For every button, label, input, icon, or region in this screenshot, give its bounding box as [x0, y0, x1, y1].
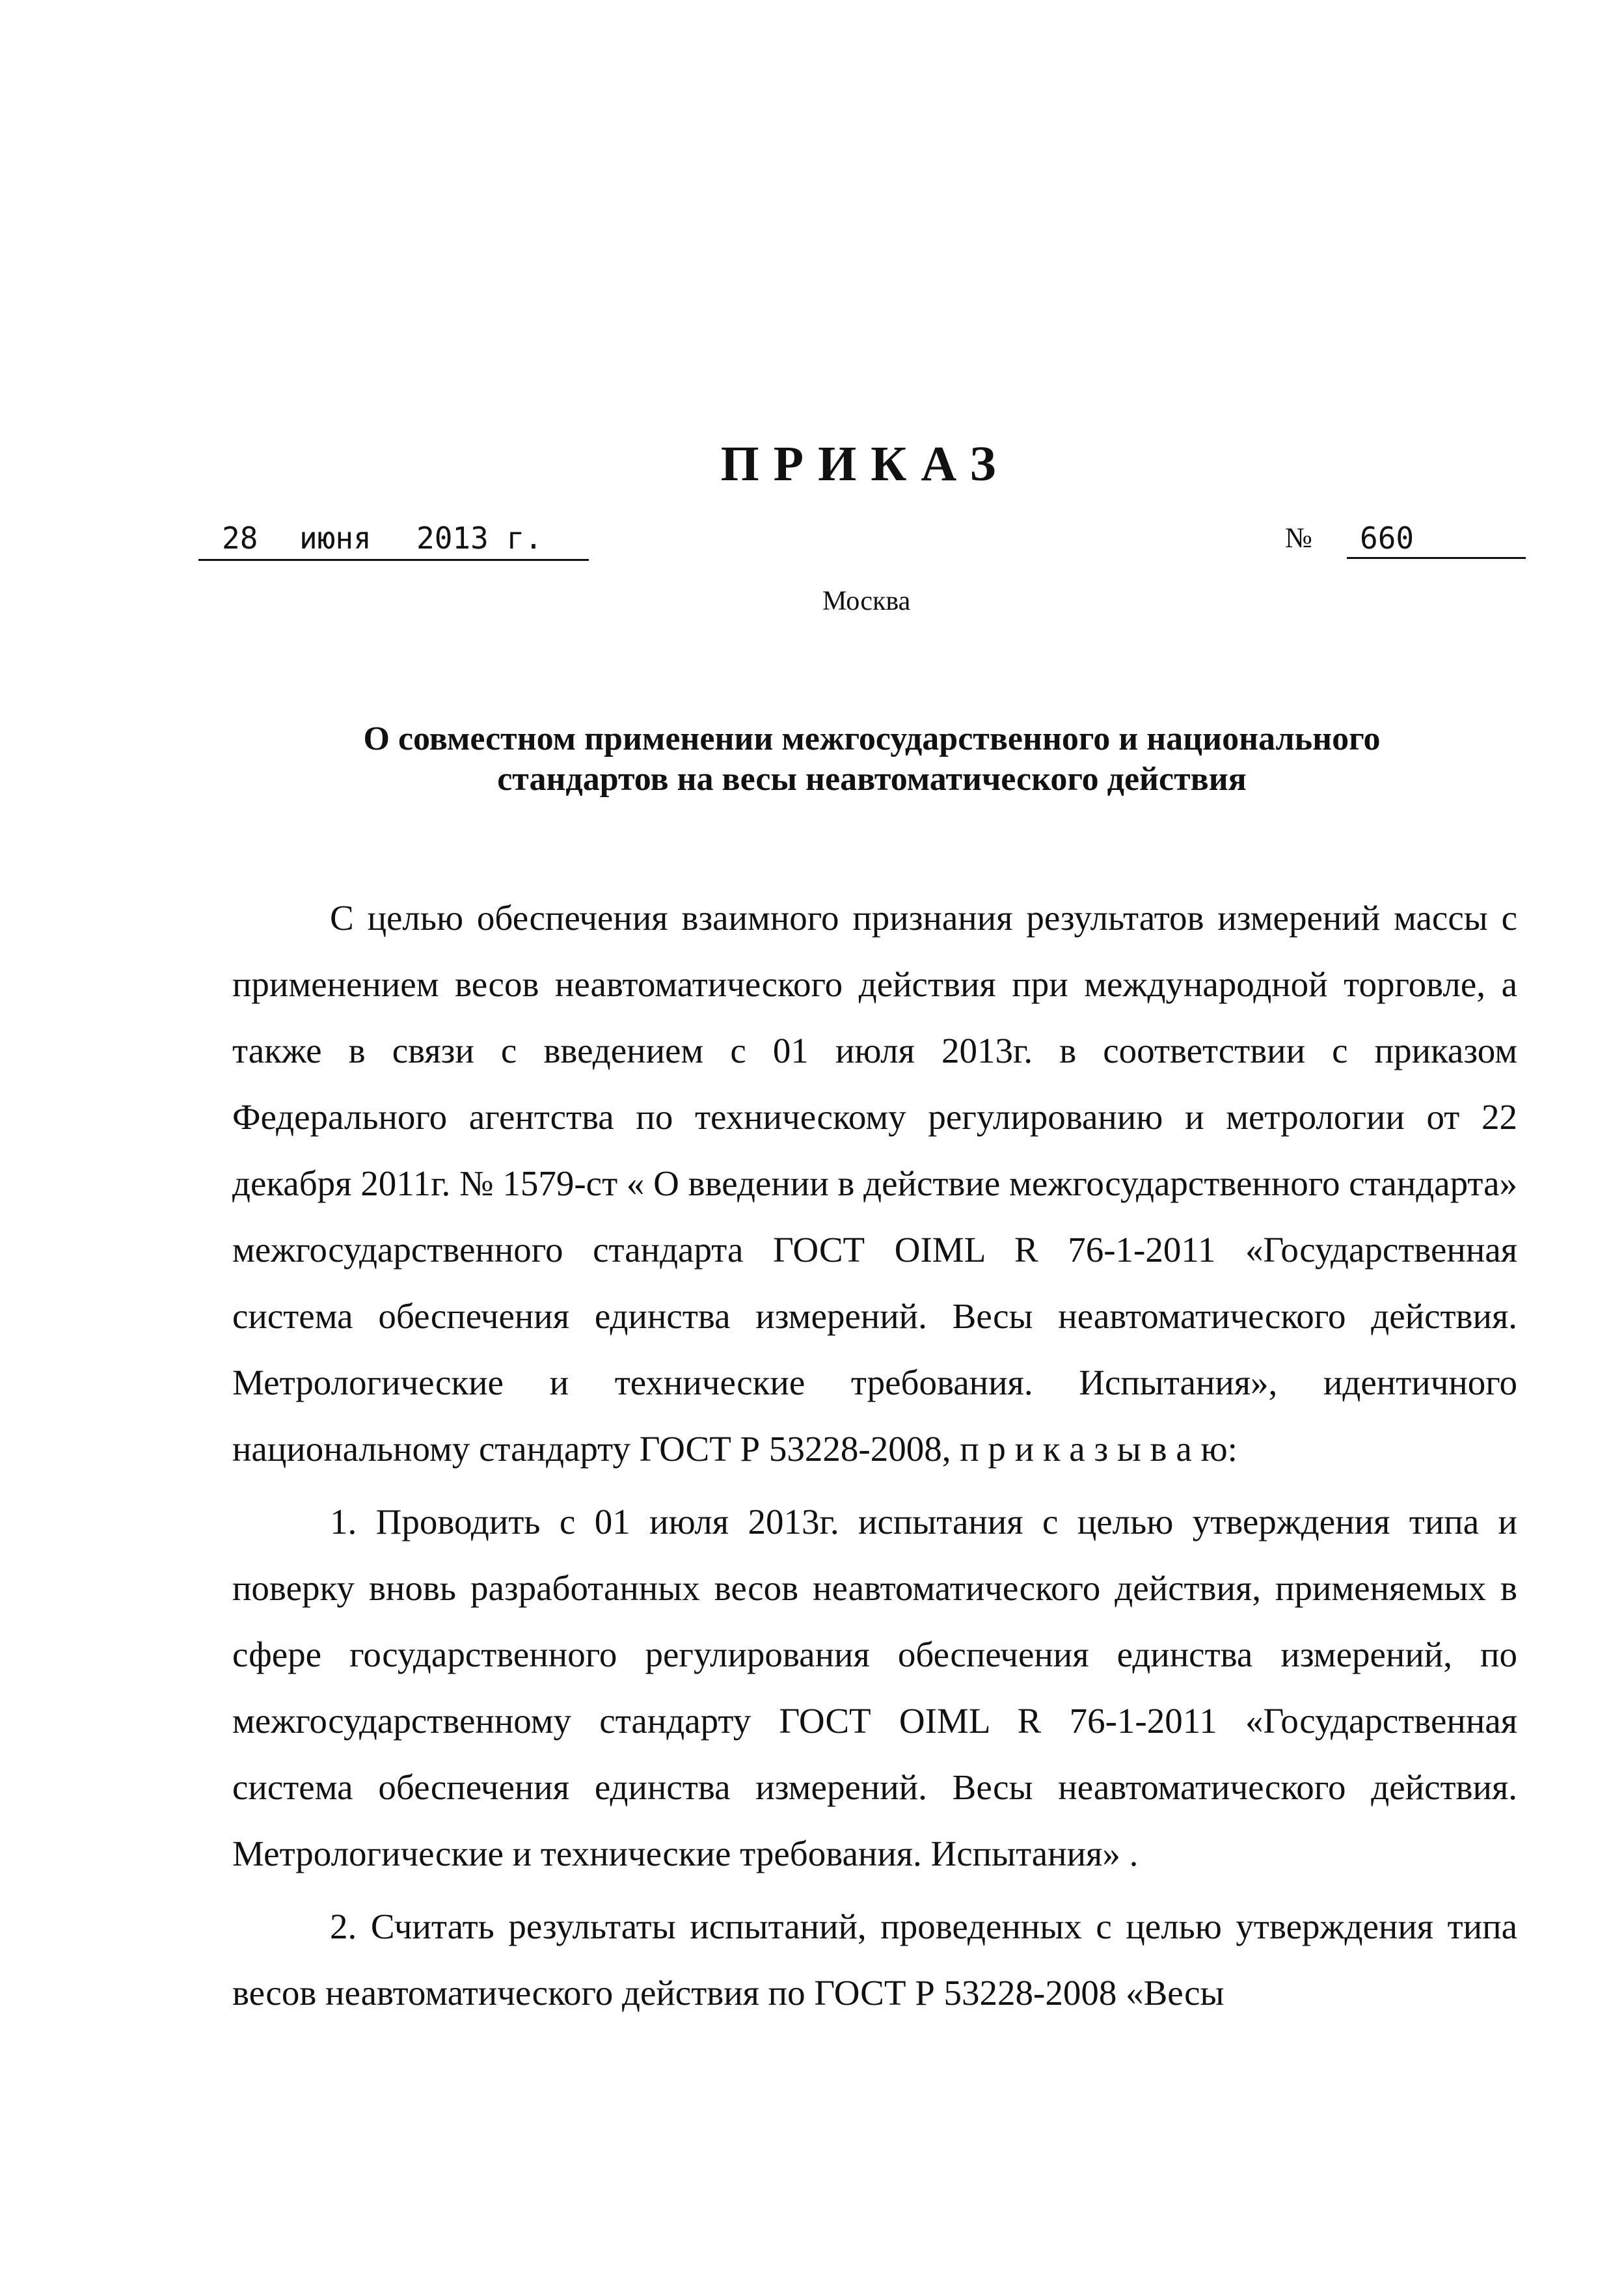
number-value: 660 — [1347, 517, 1526, 559]
subject-line: стандартов на весы неавтоматического действия — [497, 761, 1247, 798]
order-number — [1285, 517, 1526, 559]
order-subject — [195, 719, 1549, 800]
number-sign: № — [1285, 522, 1312, 554]
body-paragraph: С целью обеспечения взаимного признания результатов измерений массы с применением весов неавтоматического действия при международной торговле, а также в связи с введением с 01 июля 2013г. в соответствии с приказом Федерального агентства по техническому регулированию и метрологии от 22 декабря 2011г. № 1579-ст « О введении в действие межгосударственного стандарта» межгосударственного стандарта ГОСТ OIML R 76-1-2011 «Государственная система обеспечения единства измерений. Весы неавтоматического действия. Метрологические и технические требования. Испытания», идентичного национальному стандарту ГОСТ Р 53228-2008, п р и к а з ы в а ю: — [232, 898, 1517, 1469]
body-paragraph: 2. Считать результаты испытаний, проведенных с целью утверждения типа весов неавтоматического действия по ГОСТ Р 53228-2008 «Весы — [232, 1907, 1517, 2013]
subject-line: О совместном применении межгосударственного и национального — [363, 720, 1381, 757]
body-paragraph: 1. Проводить с 01 июля 2013г. испытания с целью утверждения типа и поверку вновь разработанных весов неавтоматического действия, применяемых в сфере государственного регулирования обеспечения единства измерений, по межгосударственному стандарту ГОСТ OIML R 76-1-2011 «Государственная система обеспечения единства измерений. Весы неавтоматического действия. Метрологические и технические требования. Испытания» . — [232, 1502, 1517, 1873]
date-year: 2013 г. — [416, 521, 543, 556]
date-day: 28 — [222, 521, 258, 556]
city: Москва — [822, 586, 911, 616]
document-body — [232, 885, 1517, 2026]
document-title: ПРИКАЗ — [720, 437, 1010, 491]
date-month: июня — [299, 521, 372, 556]
order-date — [198, 517, 589, 561]
